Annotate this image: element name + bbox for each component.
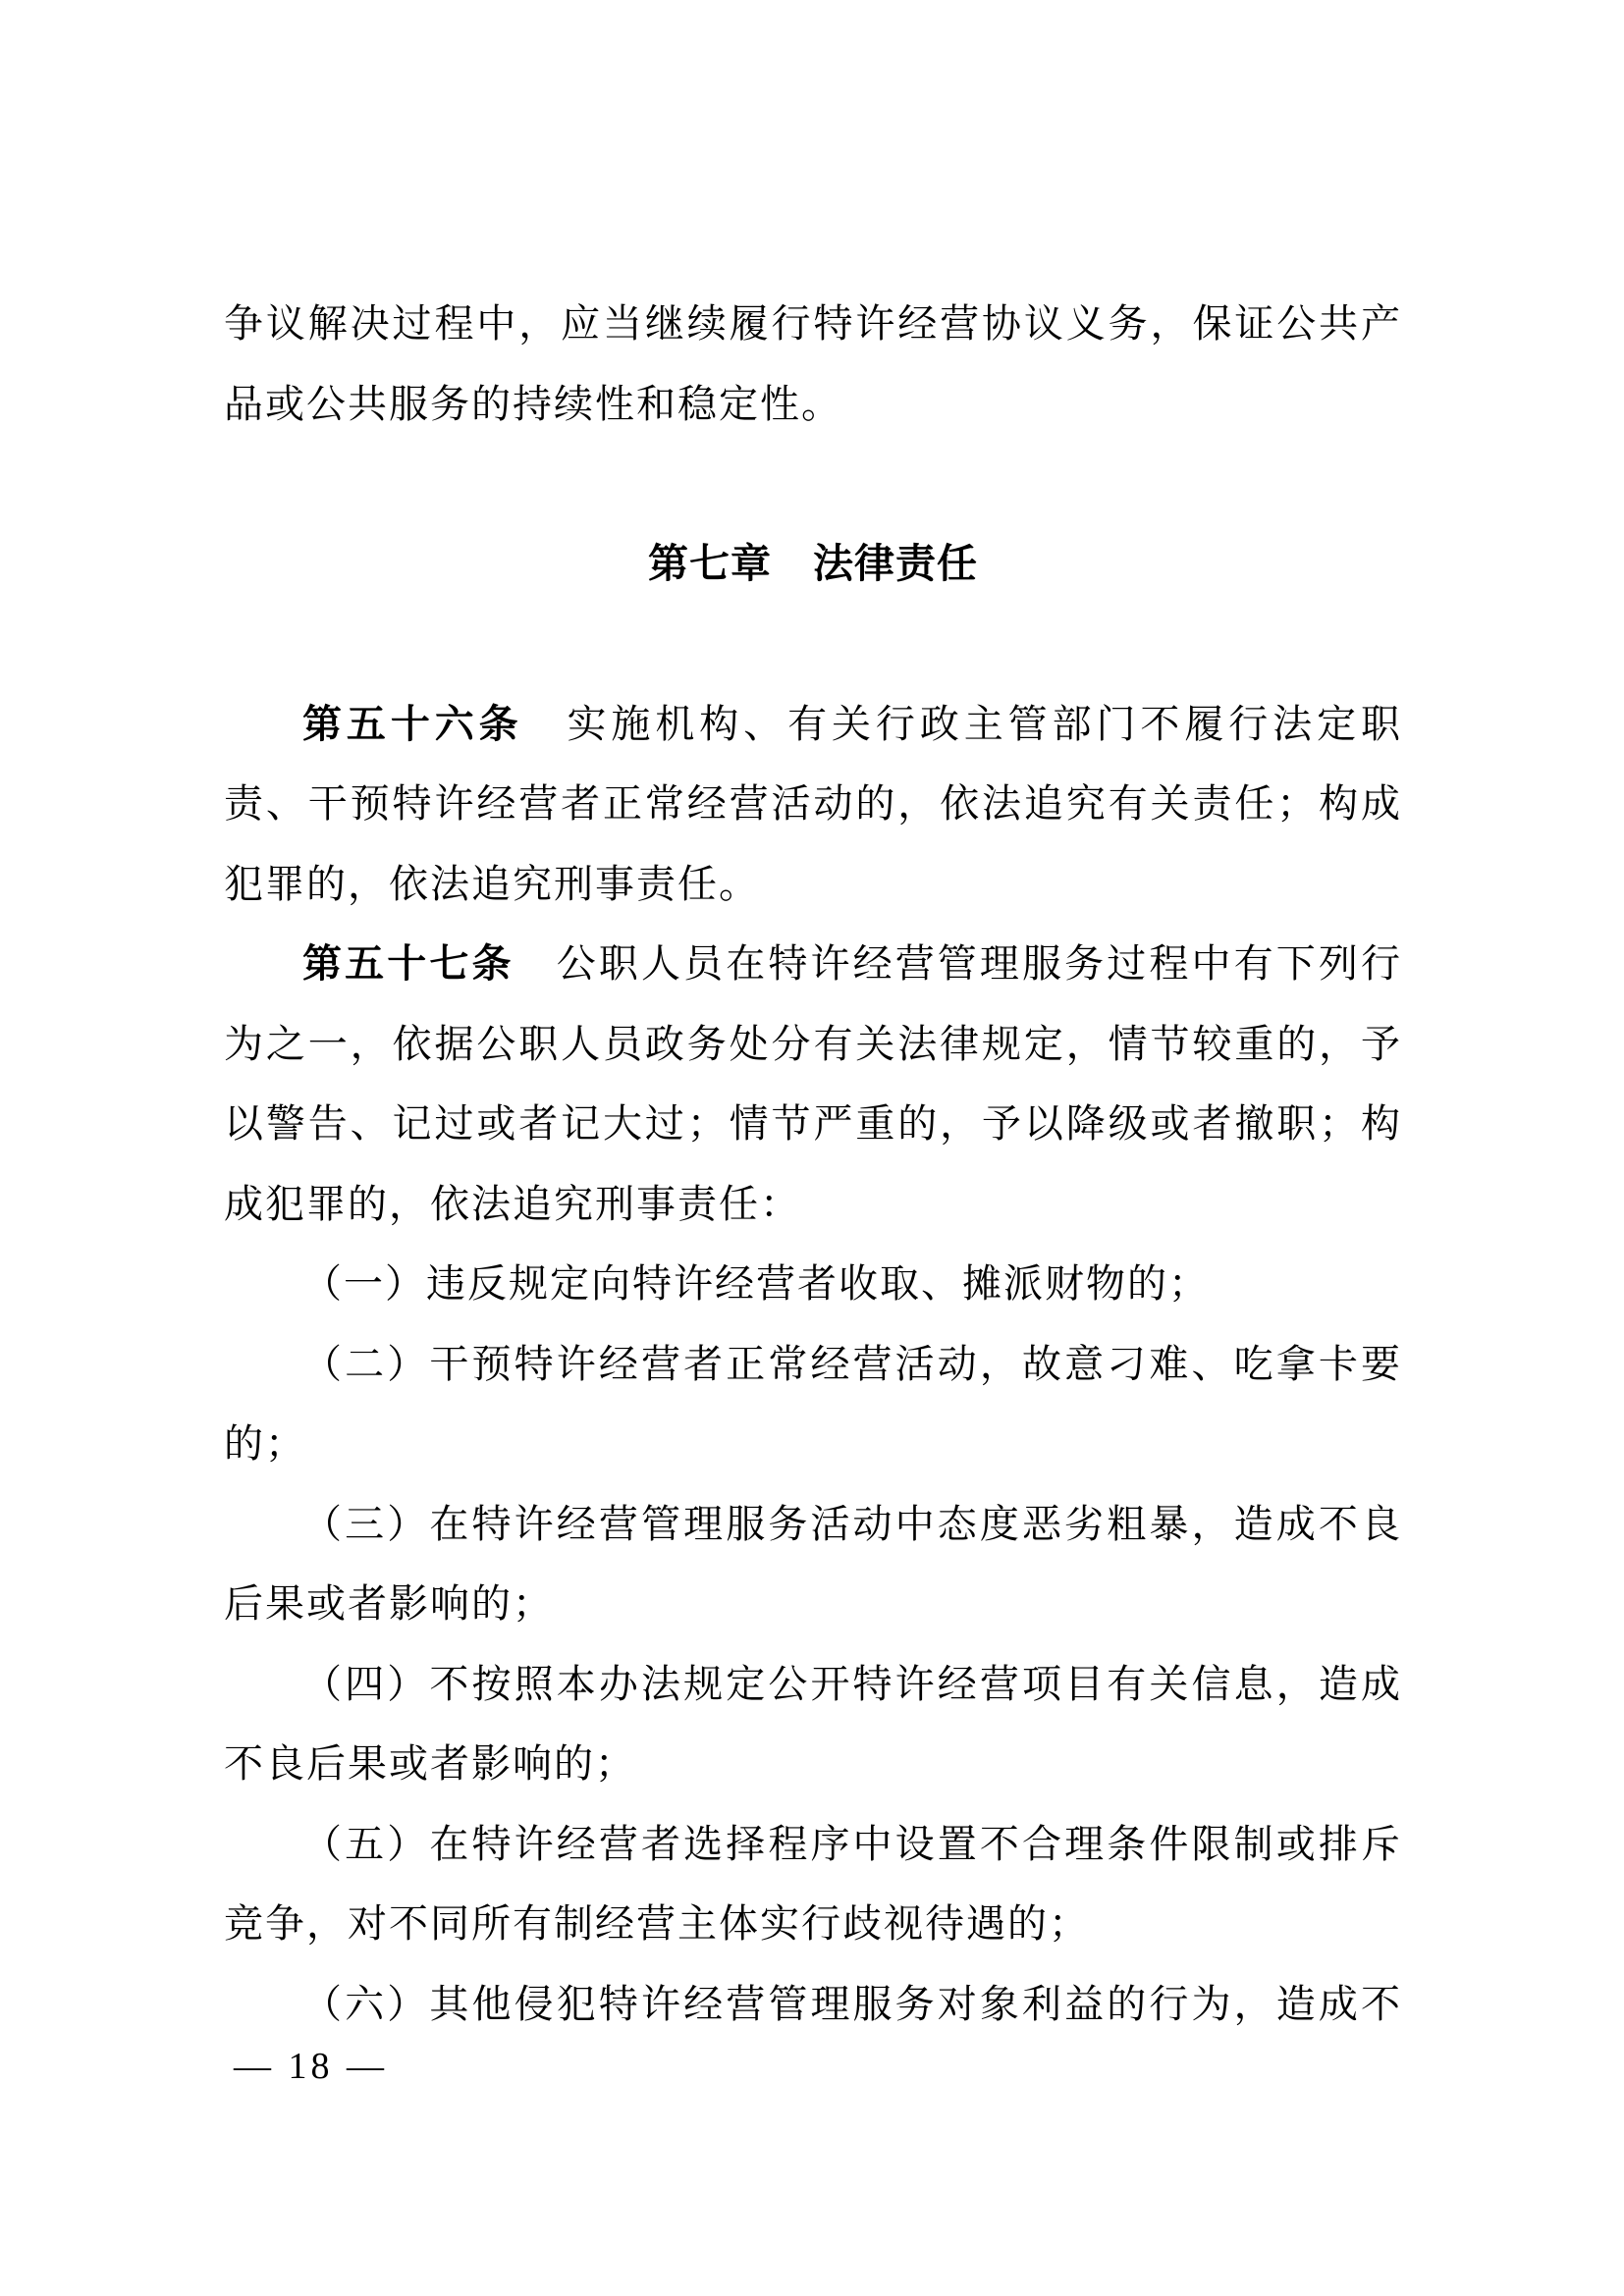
text-line: 后果或者影响的；: [224, 1581, 554, 1626]
article-57-text: 公职人员在特许经营管理服务过程中有下列行: [514, 941, 1402, 986]
text-line: 成犯罪的，依法追究刑事责任：: [224, 1181, 801, 1226]
text-line: 以警告、记过或者记大过；情节严重的，予以降级或者撤职；构: [224, 1101, 1402, 1146]
list-item-2: （二）干预特许经营者正常经营活动，故意刁难、吃拿卡要: [302, 1341, 1402, 1386]
article-56-number: 第五十六条: [302, 702, 523, 746]
page-number: — 18 —: [234, 2046, 388, 2087]
text-line: 犯罪的，依法追究刑事责任。: [224, 861, 760, 906]
text-line: 责、干预特许经营者正常经营活动的，依法追究有关责任；构成: [224, 781, 1402, 826]
text-column: [224, 284, 1402, 2044]
text-line: 不良后果或者影响的；: [224, 1741, 636, 1786]
list-item-3: （三）在特许经营管理服务活动中态度恶劣粗暴，造成不良: [302, 1501, 1402, 1546]
list-item-1: （一）违反规定向特许经营者收取、摊派财物的；: [302, 1261, 1210, 1306]
blank-line: [224, 604, 1402, 684]
article-57-number: 第五十七条: [302, 942, 514, 986]
list-item-5: （五）在特许经营者选择程序中设置不合理条件限制或排斥: [302, 1821, 1402, 1866]
article-56-text: 实施机构、有关行政主管部门不履行法定职: [522, 701, 1402, 746]
text-line: 为之一，依据公职人员政务处分有关法律规定，情节较重的，予: [224, 1021, 1402, 1066]
text-line: 的；: [224, 1421, 306, 1466]
text-line: 品或公共服务的持续性和稳定性。: [224, 381, 842, 426]
text-line: 竞争，对不同所有制经营主体实行歧视待遇的；: [224, 1901, 1090, 1946]
article-57-opening-line: [224, 924, 1402, 1004]
article-56-opening-line: [224, 684, 1402, 765]
chapter-heading: 第七章 法律责任: [648, 540, 978, 586]
blank-line: [224, 444, 1402, 524]
list-item-6: （六）其他侵犯特许经营管理服务对象利益的行为，造成不: [302, 1981, 1402, 2026]
text-line: 争议解决过程中，应当继续履行特许经营协议义务，保证公共产: [224, 301, 1402, 346]
list-item-4: （四）不按照本办法规定公开特许经营项目有关信息，造成: [302, 1661, 1402, 1706]
